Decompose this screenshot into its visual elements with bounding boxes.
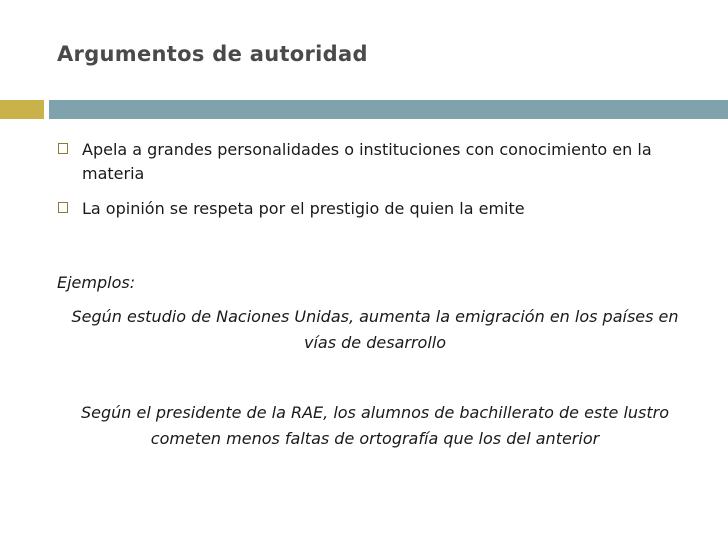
square-bullet-icon [58,143,68,154]
slide-title: Argumentos de autoridad [57,42,368,66]
example-text: Según el presidente de la RAE, los alumnos de bachillerato de este lustro cometen menos faltas de ortografía que los del anterior [80,403,670,448]
title-rule-bar [49,100,728,119]
bullet-item [57,197,687,221]
bullet-list [57,138,687,232]
examples-label: Ejemplos: [57,273,136,292]
bullet-text: La opinión se respeta por el prestigio de quien la emite [82,199,525,218]
title-rule-accent [0,100,44,119]
example-text: Según estudio de Naciones Unidas, aumenta la emigración en los países en vías de desarrollo [71,307,679,352]
bullet-text: Apela a grandes personalidades o instituciones con conocimiento en la materia [82,140,652,183]
square-bullet-icon [58,202,68,213]
bullet-item [57,138,687,186]
